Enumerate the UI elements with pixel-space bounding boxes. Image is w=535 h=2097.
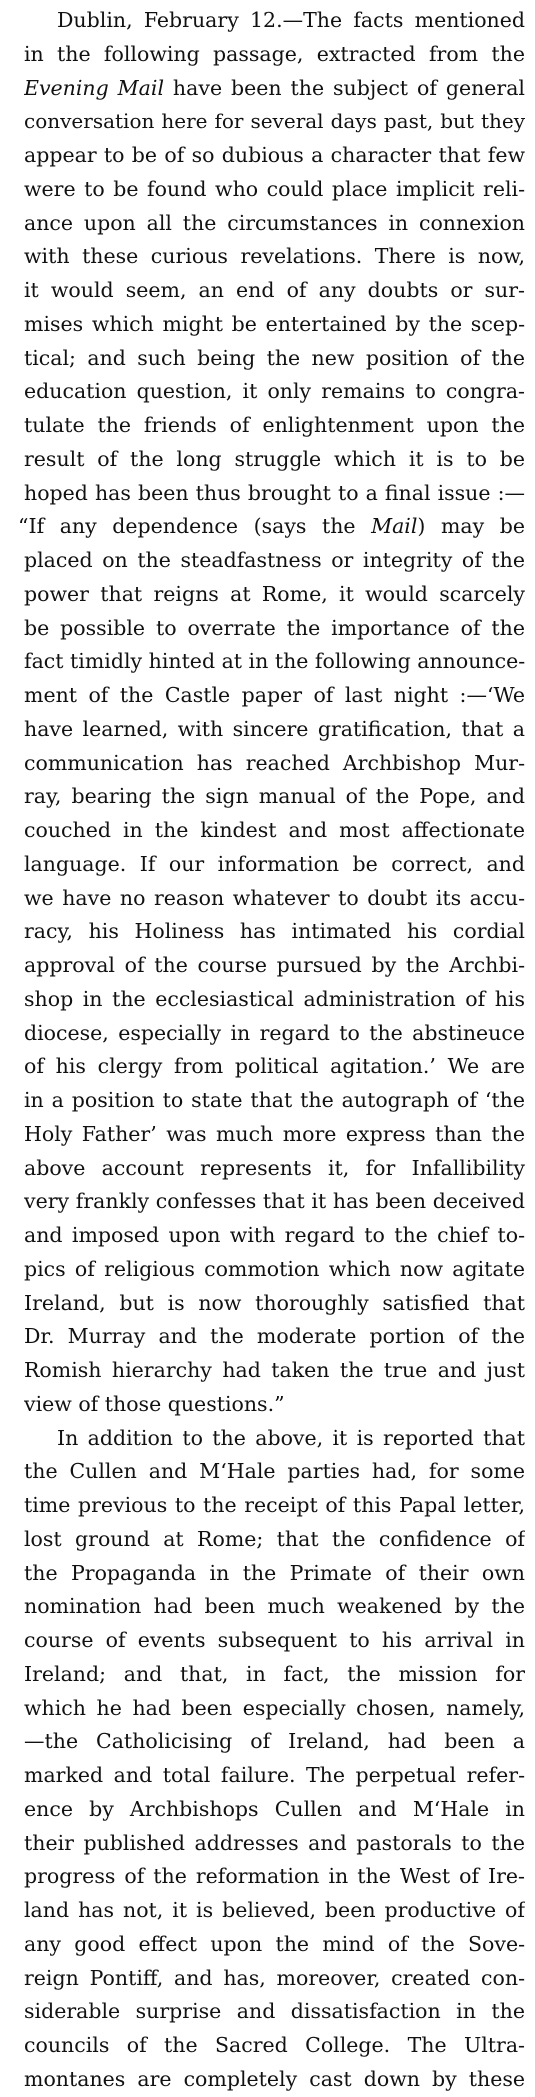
text-line: couched in the kindest and most affectionate [24, 818, 525, 842]
paragraph-cullen-mhale [24, 1422, 525, 2097]
text-line: result of the long struggle which it is to be [24, 446, 525, 471]
text-line: Evening Mail have been the subject of general [24, 75, 525, 100]
text-line: land has not, it is believed, been productive of [24, 1898, 525, 1922]
text-line: diocese, especially in regard to the abstineuce [24, 1020, 525, 1045]
periodical-title: Evening Mail [24, 75, 165, 100]
text-line: councils of the Sacred College. The Ultra- [24, 2033, 525, 2057]
text-line: “If any dependence (says the Mail) may be [18, 514, 525, 539]
text-line: marked and total failure. The perpetual refer- [24, 1763, 525, 1787]
text-line: in a position to state that the autograph of ‘the [24, 1088, 525, 1112]
text-line: language. If our information be correct, and [24, 851, 525, 876]
text-line: —the Catholicising of Ireland, had been a [24, 1729, 525, 1754]
text-line: tical; and such being the new position of the [24, 345, 525, 370]
text-line: their published addresses and pastorals to the [24, 1830, 525, 1855]
text-line: view of those questions.” [24, 1391, 285, 1416]
text-line: ence by Archbishops Cullen and M‘Hale in [24, 1796, 525, 1821]
text-line: pics of religious commotion which now agitate [24, 1256, 525, 1281]
text-line: racy, his Holiness has intimated his cordial [24, 919, 525, 944]
text-line: the Cullen and M‘Hale parties had, for some [24, 1459, 525, 1484]
text-line: very frankly confesses that it has been deceived [24, 1189, 525, 1214]
text-line: it would seem, an end of any doubts or sur- [24, 278, 525, 302]
text-line: power that reigns at Rome, it would scarcely [24, 581, 525, 606]
text-line: course of events subsequent to his arrival in [24, 1628, 525, 1652]
text-line: ray, bearing the sign manual of the Pope, and [24, 784, 525, 809]
periodical-title: Mail [371, 514, 418, 539]
text-line: communication has reached Archbishop Mur- [24, 750, 525, 775]
text-line: Dublin, February 12.—The facts mentioned [57, 8, 525, 32]
text-line: shop in the ecclesiastical administration of his [24, 986, 525, 1011]
text-line: In addition to the above, it is reported that [57, 1425, 525, 1450]
text-line: tulate the friends of enlightenment upon the [24, 413, 525, 437]
text-line: conversation here for several days past, but they [24, 109, 525, 134]
text-line: ment of the Castle paper of last night :—‘We [24, 683, 525, 707]
text-line: hoped has been thus brought to a final issue :— [24, 480, 525, 505]
text-line: placed on the steadfastness or integrity of the [24, 548, 525, 572]
text-line: Ireland; and that, in fact, the mission for [24, 1661, 525, 1686]
text-line: approval of the course pursued by the Archbi- [24, 953, 525, 977]
text-line: of his clergy from political agitation.’ We are [24, 1054, 525, 1079]
text-line: the Propaganda in the Primate of their own [24, 1560, 525, 1585]
text-line: Holy Father’ was much more express than the [24, 1121, 525, 1146]
text-line: siderable surprise and dissatisfaction in the [24, 1999, 525, 2024]
text-line: which he had been especially chosen, namely, [24, 1695, 525, 1720]
text-line: lost ground at Rome; that the confidence of [24, 1526, 525, 1551]
text-line: with these curious revelations. There is now, [24, 244, 525, 269]
text-line: reign Pontiff, and has, moreover, created con- [24, 1965, 525, 1990]
paragraph-dublin-report [18, 4, 525, 1422]
text-line: be possible to overrate the importance of the [24, 615, 525, 640]
text-line: progress of the reformation in the West of Ire- [24, 1864, 525, 1889]
text-line: we have no reason whatever to doubt its accu- [24, 885, 525, 910]
text-line: Ireland, but is now thoroughly satisfied that [24, 1290, 525, 1315]
text-line: fact timidly hinted at in the following announce- [24, 649, 525, 674]
text-line: time previous to the receipt of this Papal letter, [24, 1493, 525, 1517]
text-line: above account represents it, for Infallibility [24, 1155, 525, 1180]
text-line: any good effect upon the mind of the Sove- [24, 1931, 525, 1956]
text-line: mises which might be entertained by the scep- [24, 311, 525, 336]
text-line: Dr. Murray and the moderate portion of the [24, 1324, 525, 1349]
text-line: education question, it only remains to congra- [24, 379, 525, 404]
text-line: nomination had been much weakened by the [24, 1594, 525, 1619]
text-line: ance upon all the circumstances in connexion [24, 210, 525, 235]
text-line: were to be found who could place implicit reli- [24, 176, 525, 201]
text-line: appear to be of so dubious a character that few [24, 143, 525, 167]
text-line: montanes are completely cast down by these [24, 2066, 525, 2091]
text-line: have learned, with sincere gratification, that a [24, 716, 525, 741]
text-line: in the following passage, extracted from the [24, 41, 525, 66]
text-line: Romish hierarchy had taken the true and just [24, 1358, 525, 1382]
text-line: and imposed upon with regard to the chief to- [24, 1223, 525, 1247]
